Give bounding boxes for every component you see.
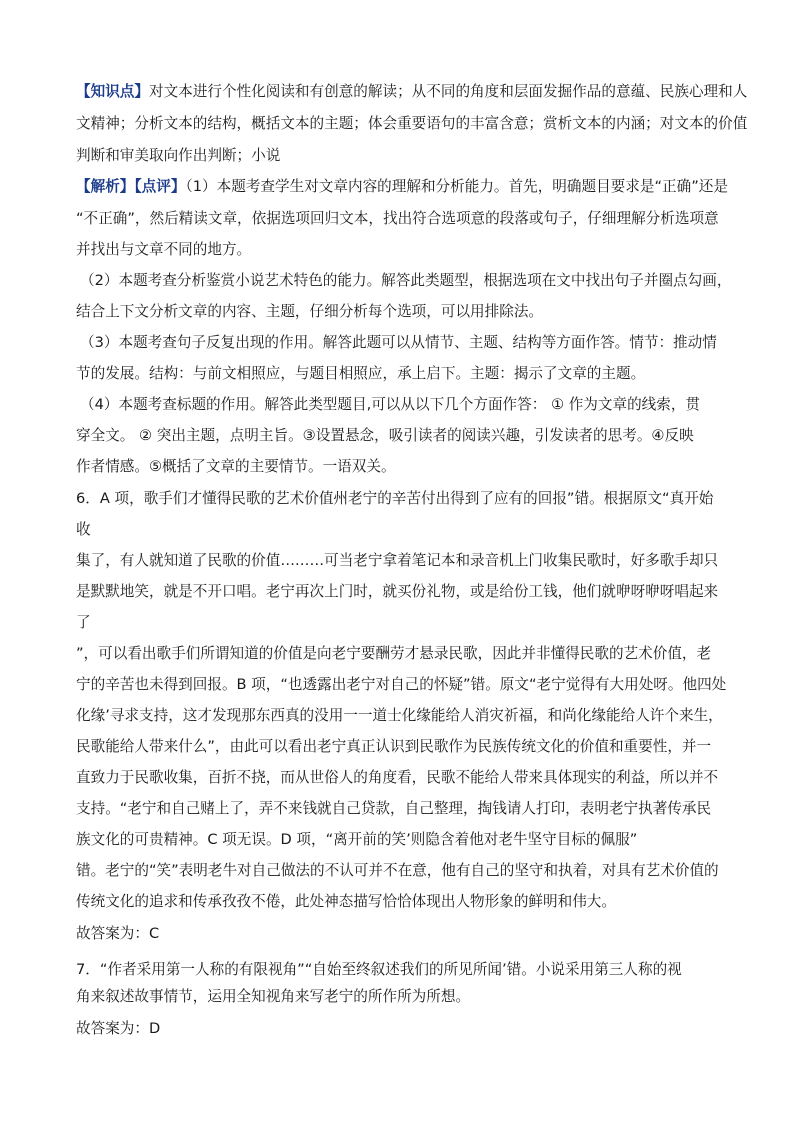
- analysis-p4-line-3: 作者情感。⑤概括了文章的主要情节。一语双关。: [76, 458, 396, 475]
- q7-line-1: 7．“作者采用第一人称的有限视角”“自始至终叙述我们的所见所闻’错。小说采用第三人称的视: [76, 961, 682, 978]
- q6-answer: 故答案为：C: [76, 925, 160, 942]
- q6-line-12: 族文化的可贵精神。C 项无误。D 项，“离开前的笑’则隐含着他对老牛坚守目标的佩服”: [76, 831, 638, 848]
- q6-line-5: 了: [76, 614, 91, 631]
- knowledge-line-3: 判断和审美取向作出判断；小说: [76, 147, 281, 164]
- knowledge-line-2: 文精神；分析文本的结构，概括文本的主题；体会重要语句的丰富含意；赏析文本的内涵；对文本的价值: [76, 115, 748, 132]
- q6-line-4: 是默默地笑，就是不开口唱。老宁再次上门时，就买份礼物，或是给份工钱，他们就咿呀咿呀唱起来: [76, 583, 719, 600]
- q6-line-14: 传统文化的追求和传承孜孜不倦，此处神态描写恰恰体现出人物形象的鲜明和伟大。: [76, 893, 616, 910]
- knowledge-tag: 【知识点】: [76, 83, 149, 100]
- analysis-p3-line-1: （3）本题考查句子反复出现的作用。解答此题可以从情节、主题、结构等方面作答。情节：推动情: [80, 334, 717, 351]
- analysis-p4-line-1: （4）本题考查标题的作用。解答此类型题目,可以从以下几个方面作答： ① 作为文章的线索，贯: [80, 396, 701, 413]
- q6-line-10: 直致力于民歌收集，百折不挠，而从世俗人的角度看，民歌不能给人带来具体现实的利益，所以并不: [76, 769, 719, 786]
- analysis-text: （1）本题考查学生对文章内容的理解和分析能力。首先，明确题目要求是“正确”还是: [185, 178, 728, 195]
- analysis-line-2: “不正确”，然后精读文章，依据选项回归文本，找出符合选项意的段落或句子，仔细理解分析选项意: [76, 210, 719, 227]
- q6-line-6: ”，可以看出歌手们所谓知道的价值是向老宁要酬劳才悬录民歌，因此并非懂得民歌的艺术价值，老: [76, 645, 712, 662]
- analysis-line-3: 并找出与文章不同的地方。: [76, 241, 252, 258]
- analysis-p2-line-2: 结合上下文分析文章的内容、主题，仔细分析每个选项，可以用排除法。: [76, 303, 544, 320]
- q7-line-2: 角来叙述故事情节，运用全知视角来写老宁的所作所为所想。: [76, 988, 471, 1005]
- comment-tag: 【点评】: [134, 178, 186, 195]
- q6-line-13: 错。老宁的“笑”表明老牛对自己做法的不认可并不在意，他有自己的坚守和执着，对具有艺术价值的: [76, 862, 719, 879]
- analysis-line-1: [76, 177, 728, 197]
- q6-line-8: 化缘’寻求支持，这才发现那东西真的没用一一道士化缘能给人消灾祈福，和尚化缘能给人许个来生，: [76, 707, 723, 724]
- q7-answer: 故答案为：D: [76, 1020, 161, 1037]
- analysis-p4-line-2: 穿全文。 ② 突出主题，点明主旨。③设置悬念，吸引读者的阅读兴趣，引发读者的思考。④反映: [76, 427, 694, 444]
- q6-line-1: 6．A 项，歌手们才懂得民歌的艺术价值州老宁的辛苦付出得到了应有的回报”错。根据原文“真开始: [76, 490, 714, 507]
- analysis-p3-line-2: 节的发展。结构：与前文相照应，与题目相照应，承上启下。主题：揭示了文章的主题。: [76, 365, 646, 382]
- q6-line-7: 宁的辛苦也未得到回报。B 项，“也透露出老宁对自己的怀疑”错。原文“老宁觉得有大用处呀。他四处: [76, 676, 727, 693]
- q6-line-3: 集了，有人就知道了民歌的价值………可当老宁拿着笔记本和录音机上门收集民歌时，好多歌手却只: [76, 552, 719, 569]
- q6-line-2: 收: [76, 521, 91, 538]
- q6-line-9: 民歌能给人带来什么”，由此可以看出老宁真正认识到民歌作为民族传统文化的价值和重要性，并一: [76, 738, 712, 755]
- analysis-tag: 【解析】: [76, 178, 135, 195]
- knowledge-line-1: [76, 82, 747, 102]
- analysis-p2-line-1: （2）本题考查分析鉴赏小说艺术特色的能力。解答此类题型，根据选项在文中找出句子并圈点勾画，: [80, 272, 732, 289]
- q6-line-11: 支持。“老宁和自己赌上了，弄不来钱就自己贷款，自己整理，掏钱请人打印，表明老宁执著传承民: [76, 800, 712, 817]
- knowledge-text: 对文本进行个性化阅读和有创意的解读；从不同的角度和层面发掘作品的意蕴、民族心理和人: [148, 83, 748, 100]
